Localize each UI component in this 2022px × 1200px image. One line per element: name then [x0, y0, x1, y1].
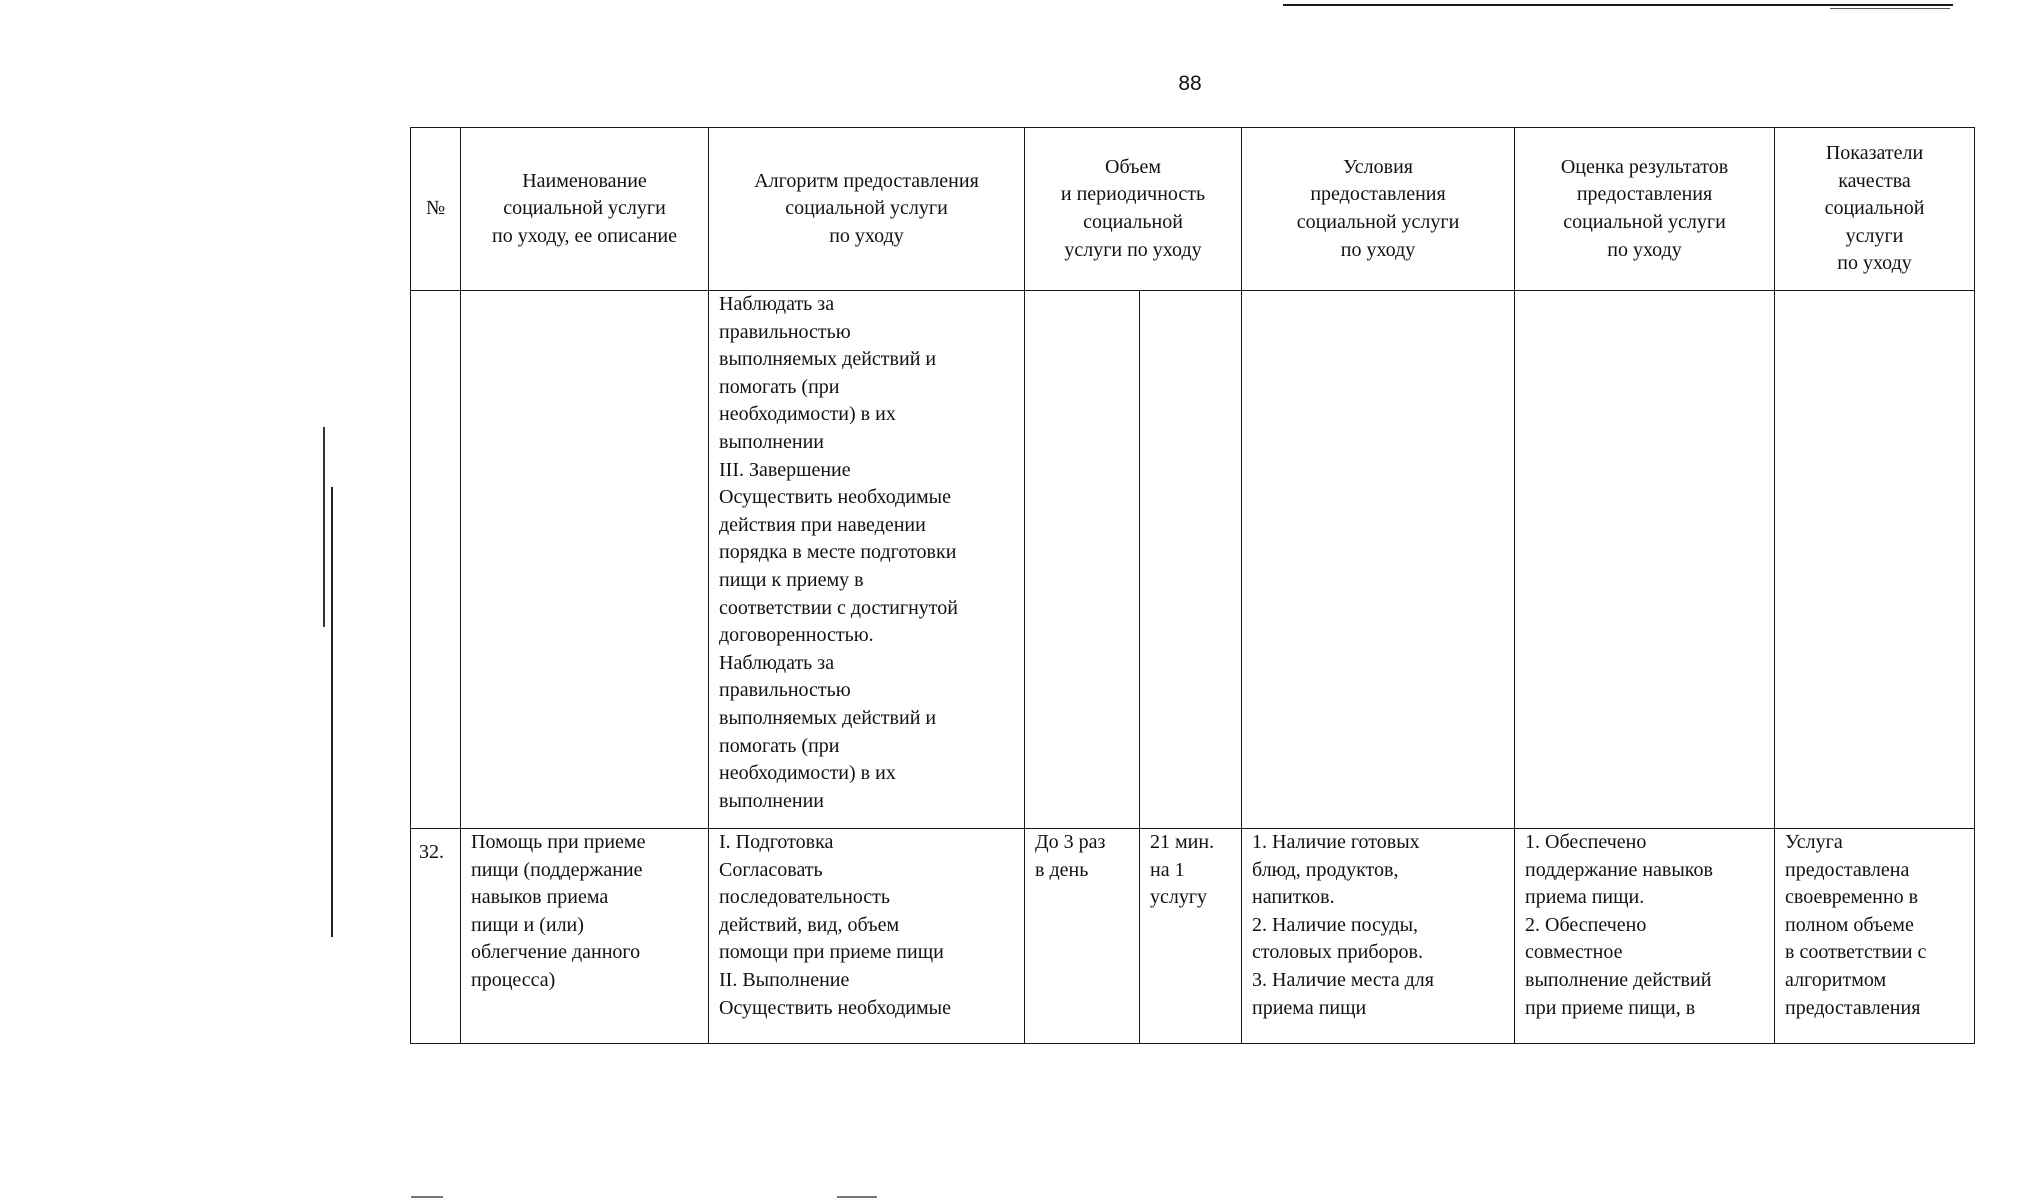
- scan-artifact-mark: [411, 1196, 443, 1198]
- cell-quality: [1775, 291, 1975, 829]
- header-conditions: Условия предоставления социальной услуги по уходу: [1242, 128, 1515, 291]
- header-volume-frequency: Объем и периодичность социальной услуги по уходу: [1025, 128, 1242, 291]
- cell-service-name: [461, 291, 709, 829]
- cell-conditions: [1242, 291, 1515, 829]
- cell-service-name: Помощь при приеме пищи (поддержание навыков приема пищи и (или) облегчение данного процесса): [461, 829, 709, 1044]
- table-header-row: [411, 128, 1975, 291]
- binding-margin-line: [331, 487, 333, 937]
- cell-quality: Услуга предоставлена своевременно в полном объеме в соответствии с алгоритмом предоставления: [1775, 829, 1975, 1044]
- header-algorithm: Алгоритм предоставления социальной услуги по уходу: [709, 128, 1025, 291]
- cell-frequency: [1025, 291, 1140, 829]
- cell-duration: 21 мин. на 1 услугу: [1140, 829, 1242, 1044]
- binding-margin-line: [323, 427, 325, 627]
- top-rule: [1283, 4, 1953, 6]
- cell-evaluation: [1515, 291, 1775, 829]
- page-number: 88: [1178, 72, 1202, 95]
- cell-frequency: До 3 раз в день: [1025, 829, 1140, 1044]
- table-row-continuation: [411, 291, 1975, 829]
- cell-conditions: 1. Наличие готовых блюд, продуктов, напитков. 2. Наличие посуды, столовых приборов. 3. Наличие места для приема пищи: [1242, 829, 1515, 1044]
- cell-algorithm: Наблюдать за правильностью выполняемых действий и помогать (при необходимости) в их выполнении III. Завершение Осуществить необходимые действия при наведении порядка в месте подготовки пищи к приему в соответствии с достигнутой договоренностью. Наблюдать за правильностью выполняемых действий и помогать (при необходимости) в их выполнении: [709, 291, 1025, 829]
- top-rule-secondary: [1830, 8, 1950, 9]
- header-evaluation: Оценка результатов предоставления социальной услуги по уходу: [1515, 128, 1775, 291]
- cell-algorithm: I. Подготовка Согласовать последовательность действий, вид, объем помощи при приеме пищи II. Выполнение Осуществить необходимые: [709, 829, 1025, 1044]
- table-row-32: [411, 829, 1975, 1044]
- scan-artifact-mark: [837, 1196, 877, 1198]
- services-table: [410, 127, 1975, 1044]
- cell-duration: [1140, 291, 1242, 829]
- header-number: №: [411, 128, 461, 291]
- header-quality: Показатели качества социальной услуги по уходу: [1775, 128, 1975, 291]
- cell-number: [411, 291, 461, 829]
- cell-number: 32.: [411, 829, 461, 1044]
- header-service-name: Наименование социальной услуги по уходу, ее описание: [461, 128, 709, 291]
- cell-evaluation: 1. Обеспечено поддержание навыков приема пищи. 2. Обеспечено совместное выполнение действий при приеме пищи, в: [1515, 829, 1775, 1044]
